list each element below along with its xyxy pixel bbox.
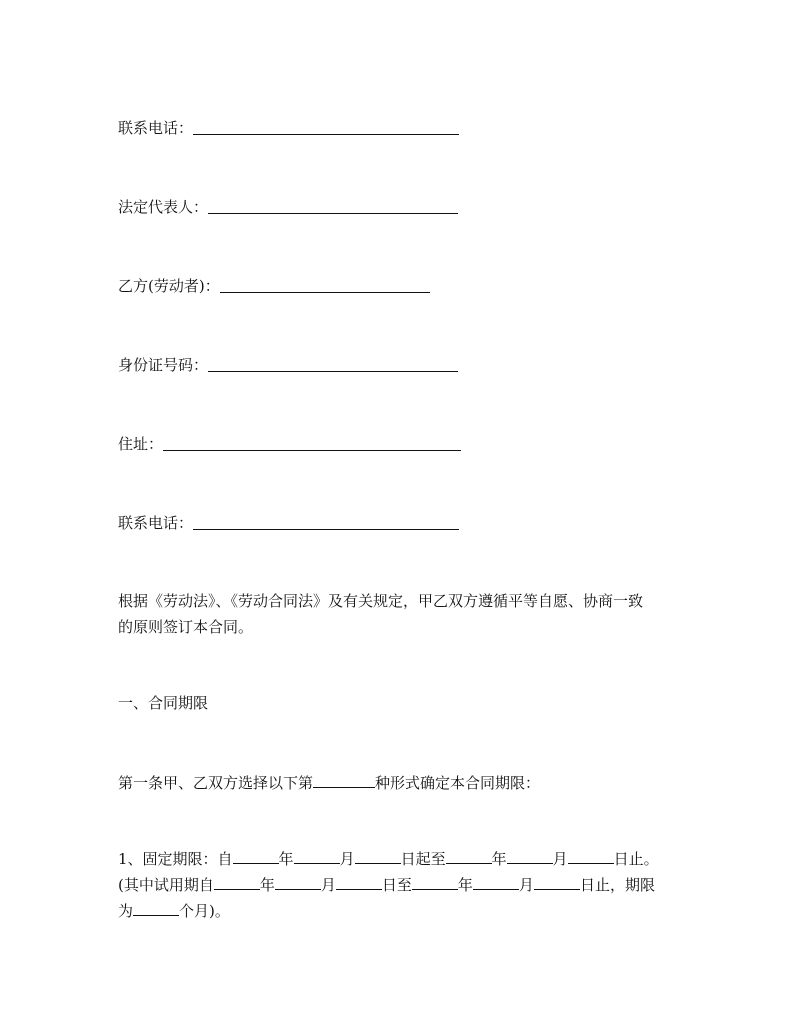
month-label: 月 (518, 876, 534, 894)
blank (355, 851, 401, 864)
field-party-b (118, 276, 430, 296)
field-label: 联系电话： (118, 514, 194, 532)
blank (214, 877, 260, 890)
field-address (118, 434, 461, 454)
day-end-period-label: 日止，期限 (579, 876, 655, 894)
fixed-term-line-3 (118, 898, 718, 924)
field-blank (220, 278, 430, 293)
year-label: 年 (278, 850, 294, 868)
field-label: 联系电话： (118, 119, 194, 137)
months-label: 个月)。 (179, 902, 230, 920)
fixed-term-line-2 (118, 872, 718, 898)
field-blank (208, 199, 458, 214)
field-blank (163, 436, 461, 451)
section-heading-text: 一、合同期限 (118, 694, 209, 712)
field-blank (193, 515, 459, 530)
intro-line-2: 的原则签订本合同。 (118, 618, 254, 636)
field-label: 乙方(劳动者)： (118, 277, 220, 295)
blank (534, 877, 580, 890)
blank (336, 877, 382, 890)
wei-label: 为 (118, 902, 134, 920)
field-blank (193, 120, 459, 135)
blank (133, 903, 179, 916)
year-label: 年 (491, 850, 507, 868)
field-label: 身份证号码： (118, 356, 209, 374)
month-label: 月 (552, 850, 568, 868)
blank (275, 877, 321, 890)
probation-start: (其中试用期自 (118, 876, 214, 894)
article-1 (118, 770, 688, 796)
month-label: 月 (320, 876, 336, 894)
blank (568, 851, 614, 864)
blank (473, 877, 519, 890)
intro-line-1: 根据《劳动法》、《劳动合同法》及有关规定，甲乙双方遵循平等自愿、协商一致 (118, 592, 644, 610)
blank (233, 851, 279, 864)
field-label: 住址： (118, 435, 164, 453)
article-1-blank (313, 775, 375, 788)
day-end-label: 日止。 (613, 850, 659, 868)
field-legal-representative (118, 197, 458, 217)
section-heading (118, 690, 688, 716)
year-label: 年 (259, 876, 275, 894)
month-label: 月 (339, 850, 355, 868)
blank (294, 851, 340, 864)
field-phone-2 (118, 513, 459, 533)
field-id-number (118, 355, 458, 375)
day-from-to-label: 日起至 (400, 850, 446, 868)
blank (412, 877, 458, 890)
year-label: 年 (457, 876, 473, 894)
fixed-term-start: 1、固定期限：自 (118, 850, 233, 868)
field-phone-1 (118, 118, 459, 138)
intro-paragraph (118, 588, 688, 640)
fixed-term-clause (118, 846, 718, 924)
article-1-after: 种形式确定本合同期限： (375, 774, 541, 792)
blank (507, 851, 553, 864)
field-label: 法定代表人： (118, 198, 209, 216)
fixed-term-line-1 (118, 846, 718, 872)
field-blank (208, 357, 458, 372)
blank (446, 851, 492, 864)
day-to-label: 日至 (381, 876, 412, 894)
article-1-before: 第一条甲、乙双方选择以下第 (118, 774, 314, 792)
